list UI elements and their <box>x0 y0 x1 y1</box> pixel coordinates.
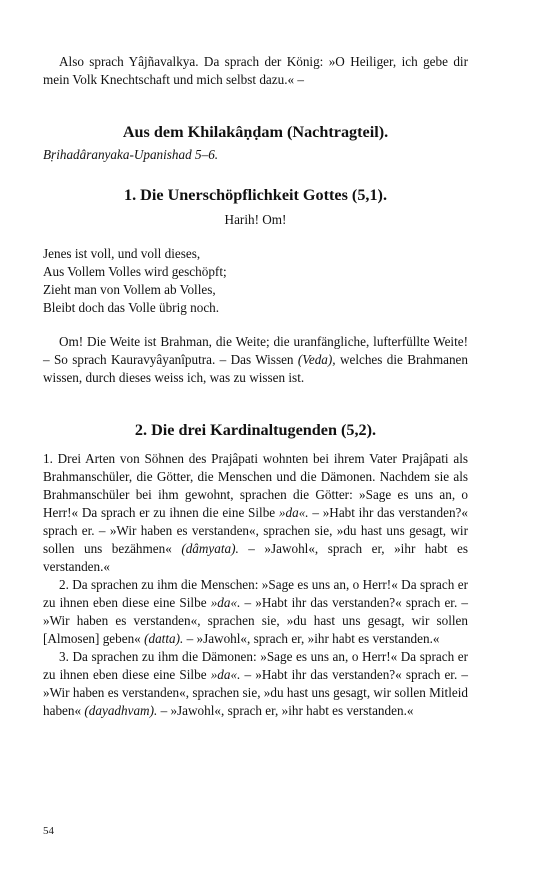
verse-line: Zieht man von Vollem ab Volles, <box>43 282 216 297</box>
italic-term: (Veda), <box>297 352 336 367</box>
text-run: – »Jawohl«, sprach er, »ihr habt es verstanden.« <box>43 541 468 574</box>
text-run: Om! Die Weite ist Brahman, die Weite; die uranfängliche, lufterfüllte Weite! – So sprach Kauravyâyanîputra. – Das Wissen <box>43 334 468 367</box>
verse <box>43 245 468 317</box>
italic-term: (dayadhvam). <box>84 703 158 718</box>
text-run: – »Habt ihr das verstanden?« sprach er. – »Wir haben es verstanden«, sprachen sie, »du hast uns gesagt, wir sollen [Almosen] geben« <box>43 595 468 646</box>
paragraph-humans <box>43 576 468 648</box>
text-run: – »Jawohl«, sprach er, »ihr habt es verstanden.« <box>157 703 414 718</box>
paragraph-gods <box>43 450 468 576</box>
intro-paragraph: Also sprach Yâjñavalkya. Da sprach der König: »O Heiliger, ich gebe dir mein Volk Knechtschaft und mich selbst dazu.« – <box>43 54 468 87</box>
verse-line: Jenes ist voll, und voll dieses, <box>43 246 201 261</box>
text-run: 2. Da sprachen zu ihm die Menschen: »Sage es uns an, o Herr!« Da sprach er zu ihnen eben diese eine Silbe <box>43 577 468 610</box>
section-title: Aus dem Khilakâṇḍam (Nachtragteil). <box>122 123 389 141</box>
brahman-paragraph <box>43 333 468 387</box>
invocation: Harih! Om! <box>224 212 287 227</box>
text-run: – »Habt ihr das verstanden?« sprach er. – »Wir haben es verstanden«, sprachen sie, »du hast uns gesagt, wir sollen Mitleid haben« <box>43 667 468 718</box>
text-run: 3. Da sprachen zu ihm die Dämonen: »Sage es uns an, o Herr!« Da sprach er zu ihnen eben diese eine Silbe <box>43 649 468 682</box>
italic-term: (datta). <box>144 631 184 646</box>
source-reference: Bṛihadâranyaka-Upanishad 5–6. <box>43 147 219 162</box>
chapter2-title: 2. Die drei Kardinaltugenden (5,2). <box>134 421 377 439</box>
italic-term: »da«. <box>210 595 241 610</box>
italic-term: (dâmyata). <box>181 541 239 556</box>
verse-line: Aus Vollem Volles wird geschöpft; <box>43 264 227 279</box>
italic-term: »da«. <box>210 667 241 682</box>
text-run: – »Habt ihr das verstanden?« sprach er. – »Wir haben es verstanden«, sprachen sie, »du hast uns gesagt, wir sollen uns bezähmen« <box>43 505 468 556</box>
verse-line: Bleibt doch das Volle übrig noch. <box>43 300 220 315</box>
page-body <box>43 53 468 720</box>
italic-term: »da«. <box>278 505 309 520</box>
text-run: 1. Drei Arten von Söhnen des Prajâpati wohnten bei ihrem Vater Prajâpati als Brahmanschüler, die Götter, die Menschen und die Dämonen. Nachdem sie als Brahmanschüler bei ihm gewohnt, sprachen die Götter: »Sage es uns an, o Herr!« Da sprach er zu ihnen die eine Silbe <box>43 451 468 520</box>
paragraph-demons <box>43 648 468 720</box>
text-run: welches die Brahmanen wissen, durch dieses weiss ich, was zu wissen ist. <box>43 352 468 385</box>
text-run: – »Jawohl«, sprach er, »ihr habt es verstanden.« <box>183 631 440 646</box>
chapter1-title: 1. Die Unerschöpflichkeit Gottes (5,1). <box>123 186 387 204</box>
page-number: 54 <box>43 825 54 837</box>
